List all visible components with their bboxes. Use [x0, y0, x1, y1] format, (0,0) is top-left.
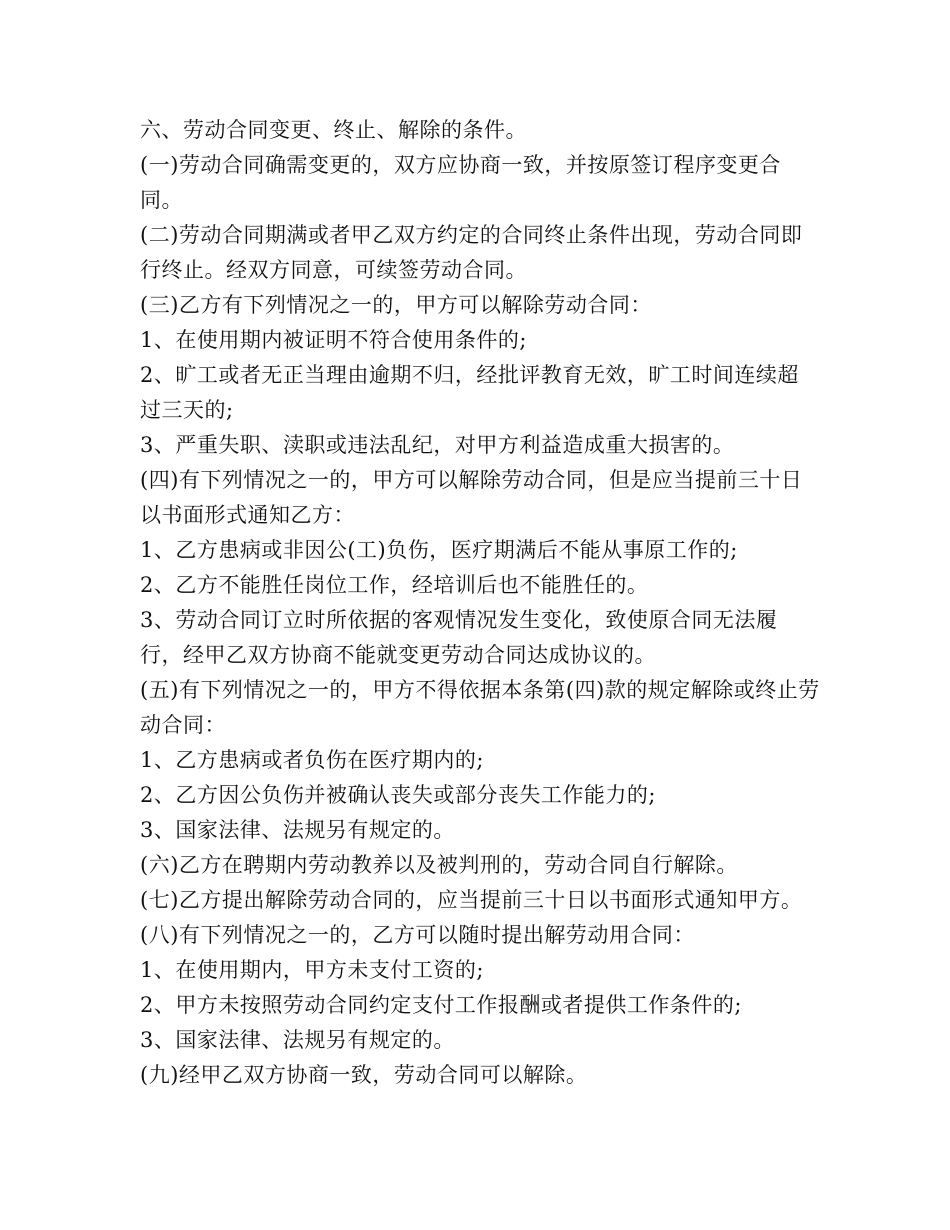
section-heading: 六、劳动合同变更、终止、解除的条件。	[140, 118, 527, 142]
clause-3: (三)乙方有下列情况之一的，甲方可以解除劳动合同：	[140, 293, 652, 317]
clause-2: (二)劳动合同期满或者甲乙双方约定的合同终止条件出现，劳动合同即行终止。经双方同意，可续签劳动合同。	[140, 223, 803, 282]
clause-3-item-3: 3、严重失职、渎职或违法乱纪，对甲方利益造成重大损害的。	[140, 433, 735, 457]
clause-8-item-2: 2、甲方未按照劳动合同约定支付工作报酬或者提供工作条件的;	[140, 993, 742, 1017]
clause-5: (五)有下列情况之一的，甲方不得依据本条第(四)款的规定解除或终止劳动合同：	[140, 678, 820, 737]
clause-6: (六)乙方在聘期内劳动教养以及被判刑的，劳动合同自行解除。	[140, 853, 738, 877]
document-body	[140, 113, 820, 1093]
clause-9: (九)经甲乙双方协商一致，劳动合同可以解除。	[140, 1063, 588, 1087]
clause-4-item-3: 3、劳动合同订立时所依据的客观情况发生变化，致使原合同无法履行，经甲乙双方协商不能就变更劳动合同达成协议的。	[140, 608, 778, 667]
clause-3-item-2: 2、旷工或者无正当理由逾期不归，经批评教育无效，旷工时间连续超过三天的;	[140, 363, 799, 422]
clause-5-item-3: 3、国家法律、法规另有规定的。	[140, 818, 455, 842]
clause-5-item-2: 2、乙方因公负伤并被确认丧失或部分丧失工作能力的;	[140, 783, 656, 807]
clause-3-item-1: 1、在使用期内被证明不符合使用条件的;	[140, 328, 527, 352]
clause-8: (八)有下列情况之一的，乙方可以随时提出解劳动用合同：	[140, 923, 695, 947]
clause-4: (四)有下列情况之一的，甲方可以解除劳动合同，但是应当提前三十日以书面形式通知乙方：	[140, 468, 803, 527]
clause-4-item-1: 1、乙方患病或非因公(工)负伤，医疗期满后不能从事原工作的;	[140, 538, 738, 562]
clause-7: (七)乙方提出解除劳动合同的，应当提前三十日以书面形式通知甲方。	[140, 888, 803, 912]
clause-5-item-1: 1、乙方患病或者负伤在医疗期内的;	[140, 748, 484, 772]
clause-1: (一)劳动合同确需变更的，双方应协商一致，并按原签订程序变更合同。	[140, 153, 781, 212]
clause-8-item-3: 3、国家法律、法规另有规定的。	[140, 1028, 455, 1052]
clause-4-item-2: 2、乙方不能胜任岗位工作，经培训后也不能胜任的。	[140, 573, 649, 597]
clause-8-item-1: 1、在使用期内，甲方未支付工资的;	[140, 958, 484, 982]
